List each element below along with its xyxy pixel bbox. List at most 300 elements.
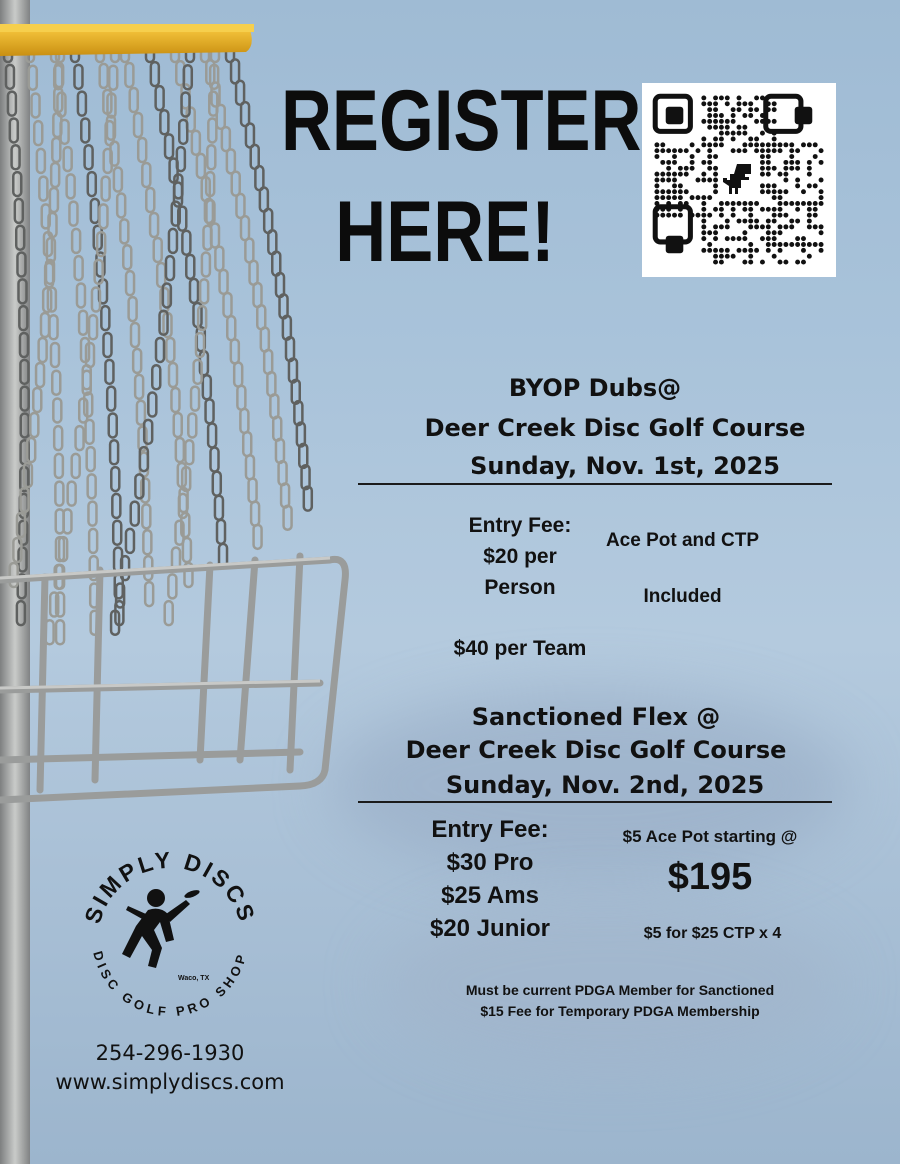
chain-link: [237, 386, 245, 410]
qr-dot: [719, 142, 724, 147]
qr-dot: [707, 160, 712, 165]
event2-ace-amount: $195: [667, 856, 753, 898]
qr-dot: [719, 254, 724, 259]
qr-dot: [660, 160, 665, 165]
qr-dot: [684, 172, 689, 177]
chain-link: [78, 92, 86, 116]
qr-dot: [778, 172, 783, 177]
qr-dot: [766, 166, 771, 171]
qr-dot: [778, 224, 783, 229]
chain-link: [95, 260, 103, 284]
qr-dot: [731, 254, 736, 259]
qr-dot: [789, 142, 794, 147]
qr-dot: [707, 178, 712, 183]
qr-dot: [766, 236, 771, 241]
qr-dot: [719, 213, 724, 218]
qr-dot: [672, 154, 677, 159]
chain-link: [243, 432, 251, 456]
qr-dot: [707, 148, 712, 153]
qr-dot: [760, 148, 765, 153]
chain-link: [186, 255, 194, 279]
qr-dot: [713, 95, 718, 100]
qr-dot: [789, 219, 794, 224]
qr-dot: [795, 201, 800, 206]
qr-dot: [725, 224, 730, 229]
chain-link: [281, 483, 289, 507]
chain-link: [246, 123, 254, 147]
chain-link: [39, 177, 47, 201]
qr-dot: [660, 172, 665, 177]
chain-link: [55, 454, 63, 478]
chain-link: [105, 360, 113, 384]
qr-dot: [819, 242, 824, 247]
qr-dot: [713, 207, 718, 212]
qr-dot: [654, 189, 659, 194]
qr-dot: [795, 178, 800, 183]
qr-dot: [766, 142, 771, 147]
chain-link: [146, 188, 154, 212]
chain-link: [72, 454, 80, 478]
qr-finder-center: [666, 107, 684, 125]
chain-link: [200, 279, 208, 303]
chain-link: [39, 338, 47, 362]
qr-dot: [819, 189, 824, 194]
qr-dot: [672, 148, 677, 153]
qr-dot: [654, 172, 659, 177]
qr-dot: [701, 207, 706, 212]
qr-dot: [760, 131, 765, 136]
qr-dot: [748, 224, 753, 229]
chain-link: [33, 388, 41, 412]
qr-dot: [783, 160, 788, 165]
chain-link: [113, 521, 121, 545]
qr-dot: [813, 183, 818, 188]
qr-dot: [731, 131, 736, 136]
event2-ctp: $5 for $25 CTP x 4: [643, 925, 782, 942]
qr-dot: [807, 166, 812, 171]
chain-link: [254, 283, 262, 307]
qr-dot: [748, 248, 753, 253]
chain-link: [102, 177, 110, 201]
chain-link: [150, 213, 158, 237]
qr-dot: [731, 201, 736, 206]
qr-dot: [748, 142, 753, 147]
qr-dot: [772, 107, 777, 112]
chain-link: [213, 472, 221, 496]
qr-dot: [754, 119, 759, 124]
chain-link: [168, 574, 176, 598]
chain-link: [88, 172, 96, 196]
qr-dot: [778, 201, 783, 206]
chain-link: [182, 231, 190, 255]
qr-dot: [737, 201, 742, 206]
qr-dot: [801, 236, 806, 241]
chain-link: [89, 315, 97, 339]
qr-dot: [690, 154, 695, 159]
chain-link: [208, 118, 216, 142]
qr-dot: [742, 113, 747, 118]
qr-dot: [748, 113, 753, 118]
qr-dot: [660, 213, 665, 218]
qr-dot: [672, 160, 677, 165]
qr-dot: [737, 148, 742, 153]
qr-dot: [766, 242, 771, 247]
qr-dot: [654, 148, 659, 153]
chain-link: [50, 188, 58, 212]
chain-link: [166, 338, 174, 362]
qr-dot: [713, 125, 718, 130]
qr-dot: [748, 107, 753, 112]
chain-link: [49, 213, 57, 237]
qr-dot: [795, 166, 800, 171]
qr-dot: [707, 230, 712, 235]
qr-dot: [754, 137, 759, 142]
qr-dot: [696, 178, 701, 183]
qr-dot: [783, 201, 788, 206]
qr-dot: [819, 160, 824, 165]
chain-link: [206, 399, 214, 423]
qr-dot: [742, 142, 747, 147]
chain-link: [156, 338, 164, 362]
chain-link: [197, 154, 205, 178]
qr-dot: [713, 154, 718, 159]
chain-link: [207, 145, 215, 169]
qr-dot: [742, 236, 747, 241]
chain-link: [72, 229, 80, 253]
qr-dot: [719, 248, 724, 253]
qr-dot: [772, 183, 777, 188]
qr-dot: [690, 160, 695, 165]
chain-link: [79, 311, 87, 335]
qr-dot: [795, 242, 800, 247]
chain-link: [134, 113, 142, 137]
chain-link: [52, 138, 60, 162]
qr-dot: [778, 213, 783, 218]
qr-dot: [807, 142, 812, 147]
chain-link: [279, 461, 287, 485]
chain-link: [111, 467, 119, 491]
qr-dot: [783, 189, 788, 194]
event2-date: Sunday, Nov. 2nd, 2025: [445, 771, 765, 799]
chain-link: [211, 448, 219, 472]
qr-dot: [807, 207, 812, 212]
chain-link: [87, 447, 95, 471]
qr-dot: [766, 183, 771, 188]
simply-discs-logo: [70, 830, 270, 1030]
qr-dot: [719, 131, 724, 136]
qr-dot: [666, 148, 671, 153]
qr-dot: [737, 131, 742, 136]
chain-link: [110, 440, 118, 464]
qr-dot: [783, 213, 788, 218]
phone-number[interactable]: 254-296-1930: [95, 1041, 245, 1065]
qr-dot: [813, 207, 818, 212]
qr-dot: [666, 166, 671, 171]
event1-fee-label: Entry Fee:: [468, 514, 572, 537]
qr-dot: [713, 166, 718, 171]
qr-dot: [701, 219, 706, 224]
chain-link: [169, 229, 177, 253]
qr-dot: [783, 260, 788, 265]
qr-dot: [748, 260, 753, 265]
qr-dot: [737, 125, 742, 130]
qr-dot: [713, 189, 718, 194]
qr-dot: [754, 142, 759, 147]
qr-dot: [801, 189, 806, 194]
chain-link: [191, 387, 199, 411]
chain-link: [257, 305, 265, 329]
qr-dot: [666, 172, 671, 177]
chain-link: [176, 438, 184, 462]
qr-dot: [707, 166, 712, 171]
qr-dot: [772, 230, 777, 235]
qr-dot: [666, 178, 671, 183]
qr-dot: [707, 142, 712, 147]
chain-link: [202, 253, 210, 277]
qr-dot: [684, 148, 689, 153]
chain-link: [120, 219, 128, 243]
qr-dot: [701, 137, 706, 142]
qr-dot: [783, 142, 788, 147]
qr-dot: [701, 142, 706, 147]
chain-link: [236, 194, 244, 218]
chain-link: [241, 102, 249, 126]
qr-dot: [678, 195, 683, 200]
chain-link: [126, 271, 134, 295]
chain-link: [143, 530, 151, 554]
chain-link: [234, 363, 242, 387]
qr-dot: [737, 107, 742, 112]
chain-link: [109, 66, 117, 90]
event2-fee-ams: $25 Ams: [441, 882, 539, 909]
qr-dot: [778, 230, 783, 235]
qr-dot: [742, 207, 747, 212]
chain-link: [106, 121, 114, 145]
qr-dot: [713, 183, 718, 188]
chain-link: [203, 375, 211, 399]
qr-dot: [684, 166, 689, 171]
qr-dot: [713, 254, 718, 259]
chain-link: [41, 313, 49, 337]
qr-dot: [701, 201, 706, 206]
chain-link: [209, 92, 217, 116]
event1-extras-1: Ace Pot and CTP: [605, 530, 760, 551]
qr-dot: [789, 166, 794, 171]
qr-dot: [719, 207, 724, 212]
qr-dot: [701, 160, 706, 165]
chain-link: [249, 478, 257, 502]
chain-link: [53, 398, 61, 422]
qr-dot: [725, 101, 730, 106]
qr-dot: [737, 95, 742, 100]
qr-dot: [772, 119, 777, 124]
chain-link: [236, 81, 244, 105]
qr-dot: [789, 242, 794, 247]
qr-dot: [807, 242, 812, 247]
qr-dot: [766, 148, 771, 153]
chain-link: [123, 245, 131, 269]
qr-dot: [783, 224, 788, 229]
qr-dot: [737, 219, 742, 224]
qr-dot: [760, 224, 765, 229]
qr-dot: [807, 201, 812, 206]
event1-extras-2: Included: [643, 586, 722, 607]
qr-dot: [701, 236, 706, 241]
qr-dot: [760, 172, 765, 177]
qr-dot: [789, 160, 794, 165]
qr-dot: [654, 154, 659, 159]
qr-dot: [754, 107, 759, 112]
chain-link: [104, 149, 112, 173]
chain-link: [107, 387, 115, 411]
qr-dot: [678, 148, 683, 153]
qr-dot: [707, 113, 712, 118]
qr-dot: [713, 248, 718, 253]
qr-dot: [737, 248, 742, 253]
qr-dot: [666, 195, 671, 200]
disc-thrower-icon: [122, 888, 201, 968]
chain-link: [163, 283, 171, 307]
logo-tagline: DISC GOLF PRO SHOP: [90, 949, 250, 1020]
qr-dot: [766, 189, 771, 194]
qr-dino-icon: [723, 164, 751, 194]
event1-title: BYOP Dubs@: [508, 374, 682, 402]
qr-dot: [672, 189, 677, 194]
qr-dot: [701, 101, 706, 106]
qr-dot: [778, 248, 783, 253]
qr-dot: [719, 260, 724, 265]
qr-dot: [819, 224, 824, 229]
qr-dot: [678, 172, 683, 177]
qr-dot: [742, 101, 747, 106]
qr-dot: [807, 183, 812, 188]
chain-link: [75, 256, 83, 280]
qr-dot: [672, 178, 677, 183]
chain-link: [215, 496, 223, 520]
chain-link: [135, 375, 143, 399]
chain-link: [63, 509, 71, 533]
chain-link: [104, 333, 112, 357]
chain-link: [56, 620, 64, 644]
logo-location: Waco, TX: [178, 975, 210, 982]
qr-dot: [725, 201, 730, 206]
chain-link: [251, 145, 259, 169]
chain-link: [179, 120, 187, 144]
qr-dot: [725, 95, 730, 100]
qr-dot: [678, 183, 683, 188]
qr-dot: [801, 242, 806, 247]
qr-dot: [707, 248, 712, 253]
chain-link: [264, 350, 272, 374]
qr-dot: [672, 172, 677, 177]
qr-dot: [778, 148, 783, 153]
chain-link: [86, 420, 94, 444]
event1-course: Deer Creek Disc Golf Course: [424, 414, 806, 442]
event2-title: Sanctioned Flex @: [471, 703, 721, 731]
chain-link: [174, 413, 182, 437]
qr-dot: [778, 189, 783, 194]
event2-course: Deer Creek Disc Golf Course: [405, 736, 787, 764]
qr-dot: [707, 119, 712, 124]
chain-link: [69, 202, 77, 226]
qr-dot: [795, 183, 800, 188]
chain-link: [245, 238, 253, 262]
qr-dot: [748, 207, 753, 212]
chain-link: [51, 343, 59, 367]
qr-dot: [819, 230, 824, 235]
chain-link: [76, 426, 84, 450]
qr-dot: [707, 125, 712, 130]
chain-link: [151, 62, 159, 86]
qr-dot: [701, 224, 706, 229]
qr-dot: [766, 172, 771, 177]
qr-dot: [678, 213, 683, 218]
qr-dot: [754, 224, 759, 229]
pdga-note-2: $15 Fee for Temporary PDGA Membership: [480, 1003, 760, 1019]
qr-dot: [713, 137, 718, 142]
qr-dot: [795, 236, 800, 241]
chain-link: [91, 199, 99, 223]
chain-link: [171, 388, 179, 412]
chain-link: [37, 149, 45, 173]
qr-dot: [660, 178, 665, 183]
qr-dot: [742, 148, 747, 153]
chain-link: [133, 349, 141, 373]
qr-dot: [678, 189, 683, 194]
qr-code[interactable]: [642, 83, 836, 277]
chain-link: [129, 297, 137, 321]
qr-dot: [713, 224, 718, 229]
event2-fee-pro: $30 Pro: [446, 849, 534, 876]
chain-link: [232, 172, 240, 196]
qr-dot: [742, 260, 747, 265]
event2-ace-pot: $5 Ace Pot starting @: [622, 827, 798, 846]
chain-link: [142, 163, 150, 187]
qr-dot: [731, 113, 736, 118]
chain-link: [160, 110, 168, 134]
qr-dot: [672, 213, 677, 218]
chain-link: [116, 583, 124, 607]
qr-dot: [772, 242, 777, 247]
qr-dot: [807, 172, 812, 177]
chain-link: [246, 455, 254, 479]
chain-link: [165, 134, 173, 158]
chain-link: [169, 363, 177, 387]
chain-link: [192, 131, 200, 155]
chain-link: [231, 59, 239, 83]
chain-link: [121, 556, 129, 580]
chain-link: [240, 409, 248, 433]
qr-dot: [725, 119, 730, 124]
website-link[interactable]: www.simplydiscs.com: [55, 1070, 285, 1094]
qr-dot: [719, 113, 724, 118]
qr-dot: [760, 142, 765, 147]
chain-link: [276, 439, 284, 463]
qr-dot: [672, 195, 677, 200]
qr-dot: [719, 95, 724, 100]
qr-dot: [713, 236, 718, 241]
chain-link: [101, 306, 109, 330]
chain-link: [77, 283, 85, 307]
chain-link: [270, 394, 278, 418]
chain-link: [88, 502, 96, 526]
qr-dot: [701, 119, 706, 124]
qr-dot: [801, 260, 806, 265]
qr-dot: [819, 248, 824, 253]
chain-link: [254, 525, 262, 549]
qr-dot: [801, 142, 806, 147]
event1-fee-person-1: $20 per: [483, 545, 557, 568]
